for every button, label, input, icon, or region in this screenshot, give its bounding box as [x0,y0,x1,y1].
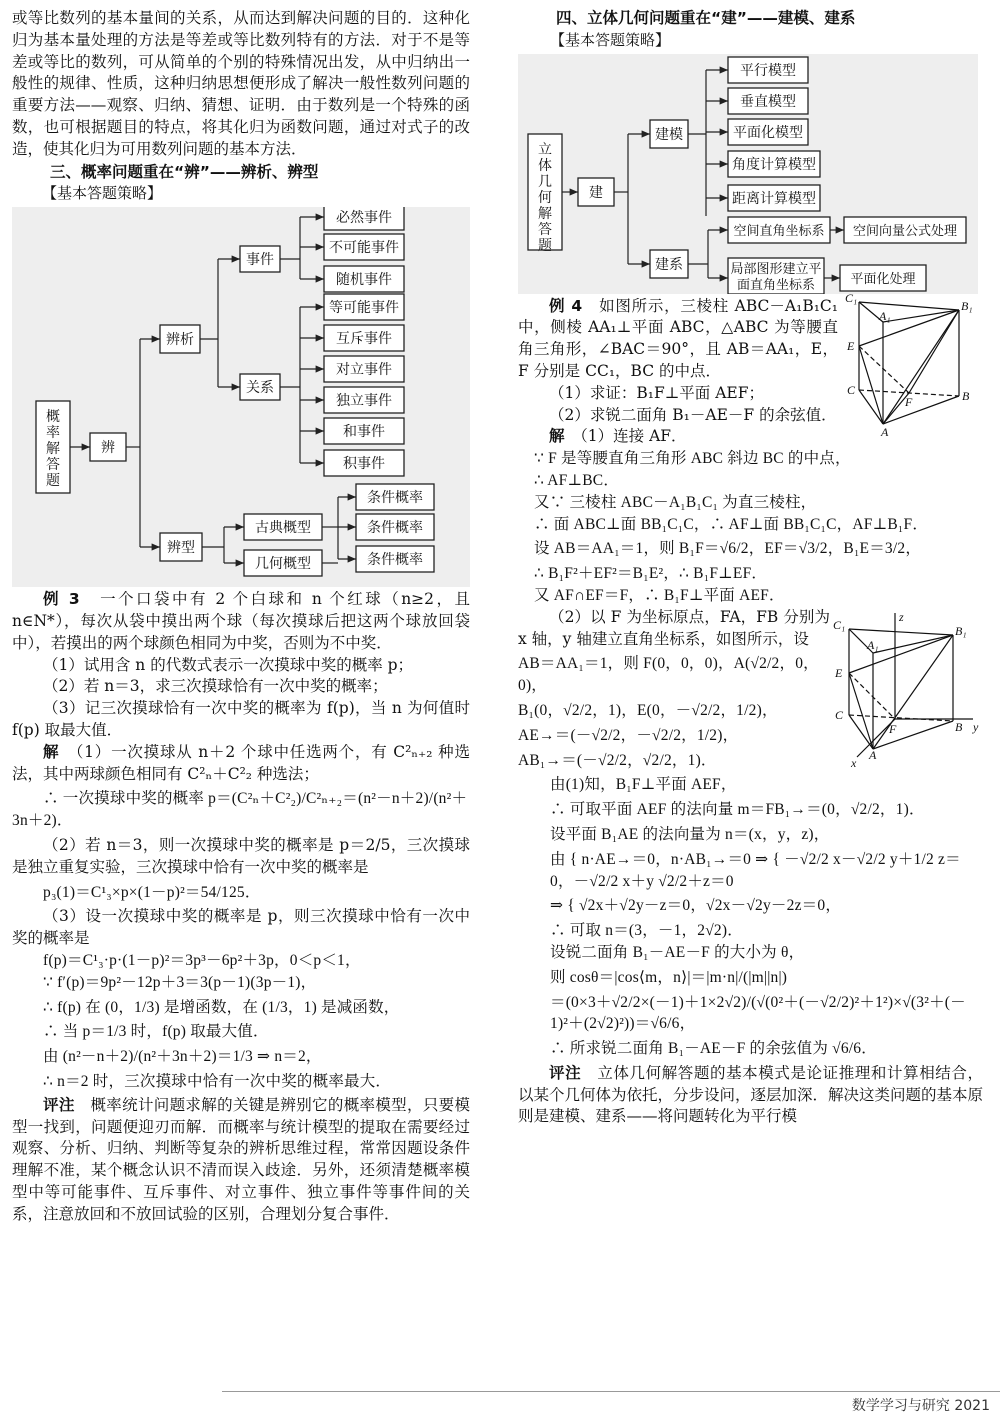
diag3-cond-leaf: 条件概率 [367,552,423,569]
fig1-label: A₁ [879,308,891,323]
diag3-event-leaf: 必然事件 [336,210,392,227]
intro-paragraph: 或等比数列的基本量间的关系，从而达到解决问题的目的．这种化归为基本量处理的方法是等差或等比数列特有的方法．对于不是等差或等比的数列，可从简单的个别的特殊情况出发，从中归纳出一般性的规律、性质，这种归纳思想便形成了解决一般性数列问题的重要方法——观察、归纳、猜想、证明．由于数列是一个特殊的函数，也可根据题目的特点，将其化归为函数问题，通过对式子的改造，使其化归为可用数列问题的基本方法． [12,9,470,158]
diag4-sys1-leaf: 空间向量公式处理 [852,223,958,239]
solution4-a7: ∴ B₁F²＋EF²＝B₁E²，∴ B₁F⊥EF． [534,565,768,583]
solution4-a1: 解 （1）连接 AF． [549,427,687,446]
solution3-step3d: ∴ 当 p＝1/3 时，f(p) 取最大值． [43,1023,269,1041]
comment4-label: 评注 [549,1063,582,1082]
fig2-label: A [869,747,877,762]
solution3-step3f: ∴ n＝2 时，三次摸球中恰有一次中奖的概率最大． [43,1072,392,1090]
comment3-label: 评注 [43,1095,75,1114]
fig2-label: B [955,719,963,734]
diag4-root-text: 立体几何解答题 [538,141,552,254]
diag4-system-text: 建系 [655,256,683,273]
fig1-label: B [962,388,970,403]
solution4-a4: 又∵ 三棱柱 ABC－A₁B₁C₁ 为直三棱柱， [534,493,817,511]
probability-strategy-diagram [12,207,470,587]
comment4: 评注 立体几何解答题的基本模式是论证推理和计算相结合，以某个几何体为依托，分步设问，逐层加深．解决这类问题的基本原则是建模、建系——将问题转化为平行模 [518,1063,984,1126]
fig1-label: F [905,394,913,409]
solution4-b5: AB₁→＝(－√2/2，√2/2，1)． [518,751,717,769]
diag3-relation-leaf: 和事件 [343,424,385,441]
solution4-b4: AE→＝(－√2/2，－√2/2，1/2)， [518,726,739,744]
diag3-bianxi-text: 辨析 [166,332,194,349]
solution4-b11: ∴ 可取 n＝(3，－1，2√2)． [550,922,743,940]
fig2-label: F [889,721,897,736]
example4-q1: （1）求证：B₁F⊥平面 AEF； [549,383,764,402]
diag3-root-text: 概率解答题 [46,409,60,490]
solution4-b10: ⇒ { √2x＋√2y－z＝0，√2x－√2y－2z＝0， [550,897,842,915]
section4-title: 四、立体几何问题重在“建”——建模、建系 [556,9,856,27]
diag3-relation-leaf: 互斥事件 [336,331,392,348]
diag4-model-leaf: 距离计算模型 [732,190,816,207]
diag3-relation-leaf: 独立事件 [336,393,392,410]
diag3-classical-text: 古典概型 [255,520,311,537]
diag3-relation-leaf: 对立事件 [336,362,392,379]
example3-q3: （3）记三次摸球恰有一次中奖的概率为 f(p)，当 n 为何值时 f(p) 取最大值． [12,699,470,739]
solution4-b9: 由 { n·AE→＝0，n·AB₁→＝0 ⇒ { －√2/2 x－√2/2 y＋1/2 z＝0，－√2/2 x＋y √2/2＋z＝0 [550,850,961,890]
solution3-step1b: ∴ 一次摸球中奖的概率 p＝(C²ₙ＋C²₂)/C²ₙ₊₂＝(n²－n＋2)/(n²＋3n＋2)． [12,790,468,830]
diag3-cond-leaf: 条件概率 [367,520,423,537]
fig1-label: A [881,424,889,438]
diag3-event-leaf: 随机事件 [336,272,392,289]
solution4-a5: ∴ 面 ABC⊥面 BB₁C₁C，∴ AF⊥面 BB₁C₁C，AF⊥B₁F． [534,515,929,533]
solution4-a2: ∵ F 是等腰直角三角形 ABC 斜边 BC 的中点， [534,450,851,468]
solution3-step2b: p₃(1)＝C¹₃×p×(1－p)²＝54/125． [43,883,261,901]
solution4-b14: ＝(0×3＋√2/2×(－1)＋1×2√2)/(√(0²＋(－√2/2)²＋1²)×√(3²＋(－1)²＋(2√2)²))＝√6/6， [550,993,966,1033]
solution4-b1: （2）以 F 为坐标原点，FA，FB 分别为 x 轴，y 轴建立直角坐标系，如图所示，设 [518,607,830,648]
diag3-event-leaf: 不可能事件 [329,240,399,257]
solution4-a6: 设 AB＝AA₁＝1，则 B₁F＝√6/2，EF＝√3/2，B₁E＝3/2， [534,540,922,558]
diag3-geometric-text: 几何概型 [255,556,311,573]
diag4-model-leaf: 角度计算模型 [732,156,816,173]
fig2-label: z [899,609,904,624]
diag4-sys2-leaf: 平面化处理 [850,271,916,287]
fig2-label: E [835,665,843,680]
section4-strategy-label: 【基本答题策略】 [550,30,671,49]
example3-text: 例 3 一个口袋中有 2 个白球和 n 个红球（n≥2，且 n∈N*），每次从袋中摸出两个球（每次摸球后把这两个球放回袋中），若摸出的两个球颜色相同为中奖，否则为不中奖． [12,590,470,652]
example3-q2: （2）若 n＝3，求三次摸球恰有一次中奖的概率； [43,677,388,696]
diag3-cond-leaf: 条件概率 [367,490,423,507]
prism-figure-1 [845,292,983,438]
diag4-sys2-line2: 面直角坐标系 [736,277,816,293]
fig2-label: x [851,755,857,769]
solution3-step3b: ∵ f′(p)＝9p²－12p＋3＝3(p－1)(3p－1)， [43,973,317,991]
solution4-b8: 设平面 B₁AE 的法向量为 n＝(x，y，z)， [550,825,830,843]
example4-block [518,291,983,449]
solution3-label: 解 [43,742,60,761]
solution4-label: 解 [549,427,565,446]
solution4-b3: B₁(0，√2/2，1)，E(0，－√2/2，1/2)， [518,701,778,719]
diag4-model-leaf: 平面化模型 [733,124,803,141]
part2-block [518,607,983,772]
fig2-label: C₁ [833,617,846,632]
diag4-model-leaf: 垂直模型 [740,93,796,110]
example3-label: 例 3 [43,590,80,609]
left-column [12,8,470,1225]
solution4-b2: AB＝AA₁＝1，则 F(0，0，0)，A(√2/2，0，0)， [518,655,819,695]
fig1-label: B₁ [961,298,973,313]
right-column [518,8,983,1128]
example3-q1: （1）试用含 n 的代数式表示一次摸球中奖的概率 p； [43,655,414,674]
solution3-step2: （2）若 n＝3，则一次摸球中奖的概率是 p＝2/5，三次摸球是独立重复实验，三次摸球中恰有一次中奖的概率是 [12,835,470,876]
geometry-strategy-diagram [518,54,978,294]
solution3-step3: （3）设一次摸球中奖的概率是 p，则三次摸球中恰有一次中奖的概率是 [12,907,470,948]
journal-name: 数学学习与研究 2021 [851,1398,990,1414]
solution4-a8: 又 AF∩EF＝F，∴ B₁F⊥平面 AEF． [534,586,785,604]
solution3-step3e: 由 (n²－n＋2)/(n²＋3n＋2)＝1/3 ⇒ n＝2， [43,1048,322,1066]
example4-label: 例 4 [549,296,583,315]
diag4-sys2-line1: 局部图形建立平 [730,261,822,277]
solution4-b6: 由(1)知，B₁F⊥平面 AEF， [550,776,737,794]
fig1-label: C₁ [845,291,858,305]
solution4-b12: 设锐二面角 B₁－AE－F 的大小为 θ， [550,943,805,961]
diag3-bian-text: 辨 [101,440,115,457]
section3-strategy-label: 【基本答题策略】 [42,184,163,203]
example4-q2: （2）求锐二面角 B₁－AE－F 的余弦值． [549,405,837,424]
section3-title: 三、概率问题重在“辨”——辨析、辨型 [50,162,319,181]
fig2-label: y [973,719,979,734]
solution4-b7: ∴ 可取平面 AEF 的法向量 m＝FB₁→＝(0，√2/2，1)． [550,801,925,819]
solution3-step3c: ∴ f(p) 在 (0，1/3) 是增函数，在 (1/3，1) 是减函数， [43,998,400,1016]
fig2-label: C [835,707,844,722]
prism-figure-2 [833,609,983,769]
solution3-step1: 解 （1）一次摸球从 n＋2 个球中任选两个，有 C²ₙ₊₂ 种选法，其中两球颜色相同有 C²ₙ＋C²₂ 种选法； [12,742,470,783]
solution4-b15: ∴ 所求锐二面角 B₁－AE－F 的余弦值为 √6/6． [550,1040,877,1058]
solution4-a3: ∴ AF⊥BC． [534,471,620,489]
comment3: 评注 概率统计问题求解的关键是辨别它的概率模型，只要模型一找到，问题便迎刃而解．而概率与统计模型的提取在需要经过观察、分析、归纳、判断等复杂的辨析思维过程，常常因题设条件理解不准，某个概念认识不清而误入歧途．另外，还须清楚概率模型中等可能事件、互斥事件、对立事件、独立事件等事件间的关系，注意放回和不放回试验的区别，合理划分复合事件． [12,1095,470,1223]
diag3-events-text: 事件 [246,252,274,269]
example4-text: 例 4 如图所示，三棱柱 ABC－A₁B₁C₁ 中，侧棱 AA₁⊥平面 ABC，△ABC 为等腰直角三角形，∠BAC＝90°，且 AB＝AA₁，E，F 分别是 CC₁，BC 的中点． [518,296,838,380]
solution4-b13: 则 cosθ＝|cos⟨m，n⟩|＝|m·n|/(|m||n|) [550,968,788,986]
footer-rule [222,1391,1000,1392]
page-footer [0,1383,1000,1414]
fig2-label: A₁ [867,637,879,652]
diag4-model-leaf: 平行模型 [740,62,796,79]
diag3-relation-leaf: 等可能事件 [329,300,399,317]
diag4-model-text: 建模 [655,126,683,143]
fig1-label: E [847,338,855,353]
solution3-step3a: f(p)＝C¹₃·p·(1－p)²＝3p³－6p²＋3p，0＜p＜1， [43,951,361,969]
diag4-jian-text: 建 [589,184,603,201]
fig1-label: C [847,382,856,397]
diag3-relations-text: 关系 [246,380,274,397]
fig2-label: B₁ [955,623,967,638]
diag4-sys1: 空间直角坐标系 [733,223,825,239]
diag3-bianxing-text: 辨型 [167,540,195,557]
diag3-relation-leaf: 积事件 [343,456,385,473]
